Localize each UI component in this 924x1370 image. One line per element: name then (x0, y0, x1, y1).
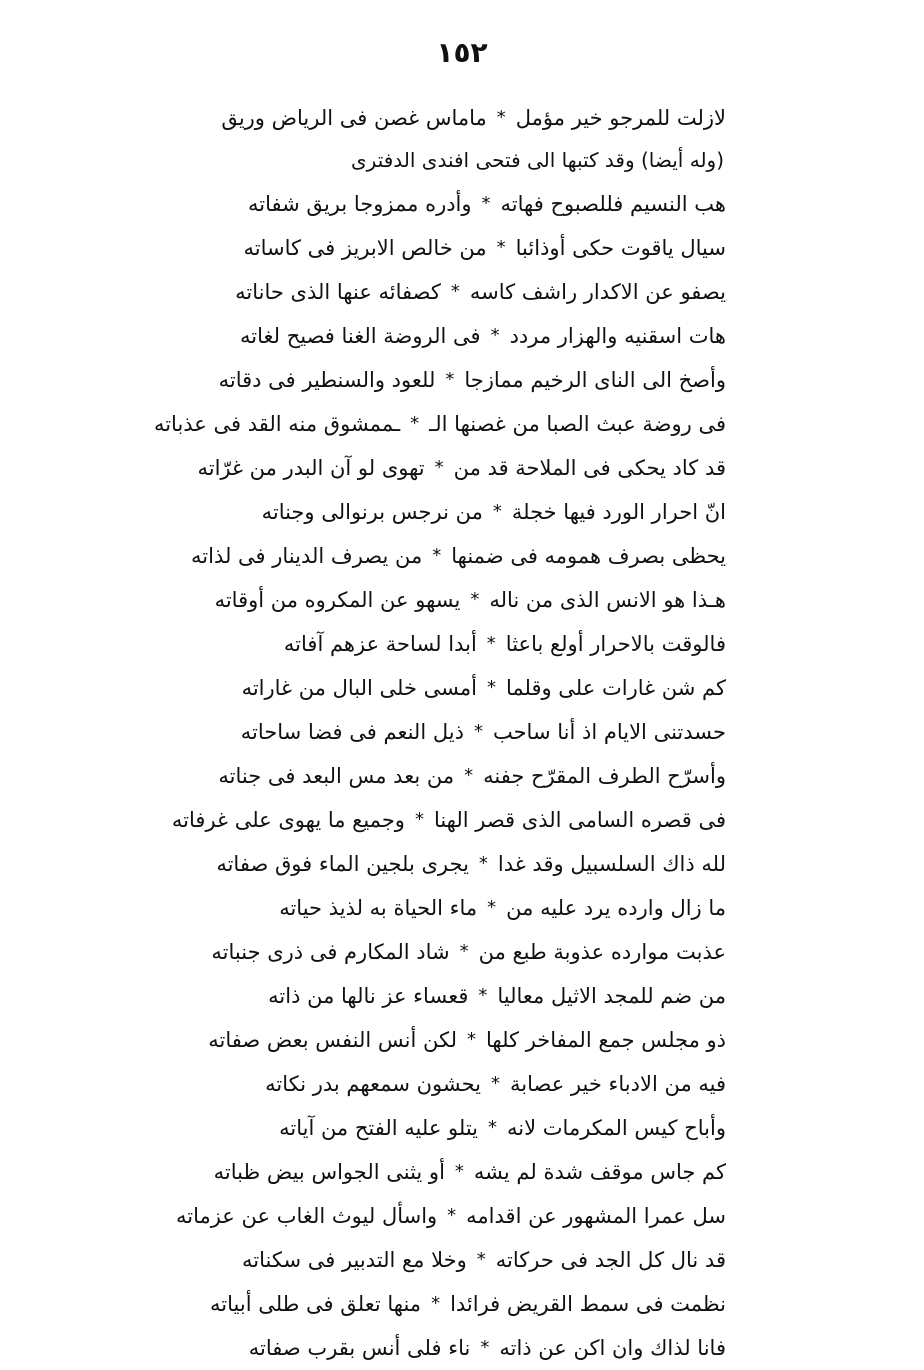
verse-first-hemistich: نظمت فى سمط القريض فرائدا (450, 1292, 726, 1316)
page-number: ١٥٢ (436, 36, 488, 69)
verse-first-hemistich: هب النسيم فللصبوح فهاته (500, 192, 726, 216)
verse-first-hemistich: يصفو عن الاكدار راشف كاسه (469, 280, 726, 304)
verse-second-hemistich: من خالص الابريز فى كاساته (243, 236, 487, 260)
hemistich-separator: * (473, 721, 483, 742)
hemistich-separator: * (454, 1161, 464, 1182)
verse-second-hemistich: يسهو عن المكروه من أوقاته (214, 588, 461, 612)
hemistich-separator: * (432, 545, 442, 566)
verse-second-hemistich: وخلا مع التدبير فى سكناته (242, 1248, 467, 1272)
verse-second-hemistich: من نرجس برنوالى وجناته (261, 500, 483, 524)
verse-first-hemistich: حسدتنى الايام اذ أنا ساحب (492, 720, 726, 744)
verse-second-hemistich: وأدره ممزوجا بريق شفاته (248, 192, 472, 216)
hemistich-separator: * (496, 107, 506, 128)
verse-second-hemistich: لكن أنس النفس بعض صفاته (208, 1028, 457, 1052)
hemistich-separator: * (447, 1205, 457, 1226)
verse-first-hemistich: ما زال وارده يرد عليه من (506, 896, 726, 920)
verse-line (96, 974, 726, 1018)
verse-second-hemistich: ـممشوق منه القد فى عذباته (153, 412, 401, 436)
verse-first-hemistich: لله ذاك السلسبيل وقد غدا (497, 852, 726, 876)
verse-line (96, 270, 726, 314)
verse-second-hemistich: يتلو عليه الفتح من آياته (279, 1116, 479, 1140)
verse-second-hemistich: تهوى لو آن البدر من غرّاته (197, 456, 425, 480)
verse-second-hemistich: ناء فلى أنس بقرب صفاته (248, 1336, 471, 1360)
verse-first-hemistich: فى روضة عبث الصبا من غصنها الـ (429, 412, 726, 436)
hemistich-separator: * (459, 941, 469, 962)
hemistich-separator: * (464, 765, 474, 786)
hemistich-separator: * (496, 237, 506, 258)
verse-second-hemistich: قعساء عز نالها من ذاته (268, 984, 469, 1008)
hemistich-separator: * (486, 633, 496, 654)
hemistich-separator: * (476, 1249, 486, 1270)
verse-line (96, 96, 726, 140)
verse-line (96, 446, 726, 490)
verse-first-hemistich: سل عمرا المشهور عن اقدامه (466, 1204, 726, 1228)
verse-first-hemistich: فيه من الادباء خير عصابة (510, 1072, 726, 1096)
verse-first-hemistich: فى قصره السامى الذى قصر الهنا (433, 808, 726, 832)
hemistich-separator: * (450, 281, 460, 302)
verse-second-hemistich: ماء الحياة به لذيذ حياته (279, 896, 478, 920)
hemistich-separator: * (486, 677, 496, 698)
verse-line (96, 1150, 726, 1194)
poem-heading (351, 140, 724, 180)
verse-first-hemistich: هات اسقنيه والهزار مردد (509, 324, 726, 348)
verse-second-hemistich: ماماس غصن فى الرياض وريق (221, 106, 487, 130)
verse-line (96, 182, 726, 226)
verse-line (96, 490, 726, 534)
verse-first-hemistich: هـذا هو الانس الذى من ناله (489, 588, 726, 612)
hemistich-separator: * (488, 1117, 498, 1138)
verse-second-hemistich: أبدا لساحة عزهم آفاته (283, 632, 477, 656)
hemistich-separator: * (410, 413, 420, 434)
hemistich-separator: * (445, 369, 455, 390)
verse-second-hemistich: ذيل النعم فى فضا ساحاته (240, 720, 464, 744)
verse-second-hemistich: من بعد مس البعد فى جناته (218, 764, 455, 788)
verse-second-hemistich: من يصرف الدينار فى لذاته (191, 544, 423, 568)
verse-line (96, 578, 726, 622)
verse-first-hemistich: يحظى بصرف همومه فى ضمنها (451, 544, 726, 568)
hemistich-separator: * (434, 457, 444, 478)
hemistich-separator: * (491, 1073, 500, 1094)
verse-second-hemistich: كصفائه عنها الذى حاناته (235, 280, 441, 304)
verse-line (96, 1106, 726, 1150)
poem-verses (96, 182, 726, 1370)
hemistich-separator: * (431, 1293, 441, 1314)
verse-second-hemistich: يحشون سمعهم بدر نكاته (265, 1072, 481, 1096)
verse-second-hemistich: فى الروضة الغنا فصيح لغاته (240, 324, 481, 348)
verse-first-hemistich: كم شن غارات على وقلما (505, 676, 726, 700)
hemistich-separator: * (487, 897, 497, 918)
verse-second-hemistich: يجرى بلجين الماء فوق صفاته (216, 852, 469, 876)
hemistich-separator: * (481, 193, 491, 214)
verse-line (96, 1018, 726, 1062)
hemistich-separator: * (492, 501, 502, 522)
hemistich-separator: * (490, 325, 500, 346)
verse-first-hemistich: وأسرّح الطرف المقرّح جفنه (483, 764, 726, 788)
verse-line (96, 886, 726, 930)
hemistich-separator: * (478, 853, 488, 874)
verse-first-hemistich: وأباح كيس المكرمات لانه (507, 1116, 726, 1140)
verse-line (96, 622, 726, 666)
verse-second-hemistich: للعود والسنطير فى دقاته (218, 368, 436, 392)
verse-line (96, 1326, 726, 1370)
hemistich-separator: * (478, 985, 488, 1006)
hemistich-separator: * (466, 1029, 476, 1050)
verse-line (96, 534, 726, 578)
verse-second-hemistich: واسأل ليوث الغاب عن عزماته (175, 1204, 438, 1228)
poem-heading-text: (وله أيضا) وقد كتبها الى فتحى افندى الدفترى (351, 148, 724, 172)
verse-first-hemistich: انّ احرار الورد فيها خجلة (511, 500, 726, 524)
verse-first-hemistich: سيال ياقوت حكى أوذائبا (515, 236, 726, 260)
verse-second-hemistich: أو يثنى الجواس بيض ظباته (213, 1160, 445, 1184)
verse-line (96, 1238, 726, 1282)
verse-second-hemistich: وجميع ما يهوى على غرفاته (171, 808, 405, 832)
verse-line (96, 314, 726, 358)
verse-first-hemistich: وأصخ الى الناى الرخيم ممازجا (464, 368, 726, 392)
verse-line (96, 930, 726, 974)
verse-first-hemistich: لازلت للمرجو خير مؤمل (515, 106, 726, 130)
verse-second-hemistich: أمسى خلى البال من غاراته (241, 676, 477, 700)
verse-line (96, 842, 726, 886)
verse-first-hemistich: عذبت موارده عذوبة طبع من (478, 940, 726, 964)
verse-first-hemistich: كم جاس موقف شدة لم يشه (473, 1160, 726, 1184)
verse-first-hemistich: قد نال كل الجد فى حركاته (495, 1248, 726, 1272)
verse-line (96, 1194, 726, 1238)
hemistich-separator: * (470, 589, 480, 610)
verse-first-hemistich: قد كاد يحكى فى الملاحة قد من (453, 456, 726, 480)
verse-line (96, 666, 726, 710)
verse-line (96, 798, 726, 842)
verse-second-hemistich: منها تعلق فى طلى أبياته (210, 1292, 422, 1316)
verse-first-hemistich: فانا لذاك وان اكن عن ذاته (499, 1336, 726, 1360)
verse-line (96, 710, 726, 754)
verse-line (96, 754, 726, 798)
opening-verse (96, 96, 726, 140)
hemistich-separator: * (414, 809, 424, 830)
verse-second-hemistich: شاد المكارم فى ذرى جنباته (211, 940, 450, 964)
verse-line (96, 1062, 726, 1106)
verse-line (96, 1282, 726, 1326)
verse-first-hemistich: من ضم للمجد الاثيل معاليا (497, 984, 726, 1008)
verse-first-hemistich: فالوقت بالاحرار أولع باعثا (505, 632, 726, 656)
verse-first-hemistich: ذو مجلس جمع المفاخر كلها (485, 1028, 726, 1052)
verse-line (96, 358, 726, 402)
hemistich-separator: * (480, 1337, 490, 1358)
verse-line (96, 402, 726, 446)
verse-line (96, 226, 726, 270)
